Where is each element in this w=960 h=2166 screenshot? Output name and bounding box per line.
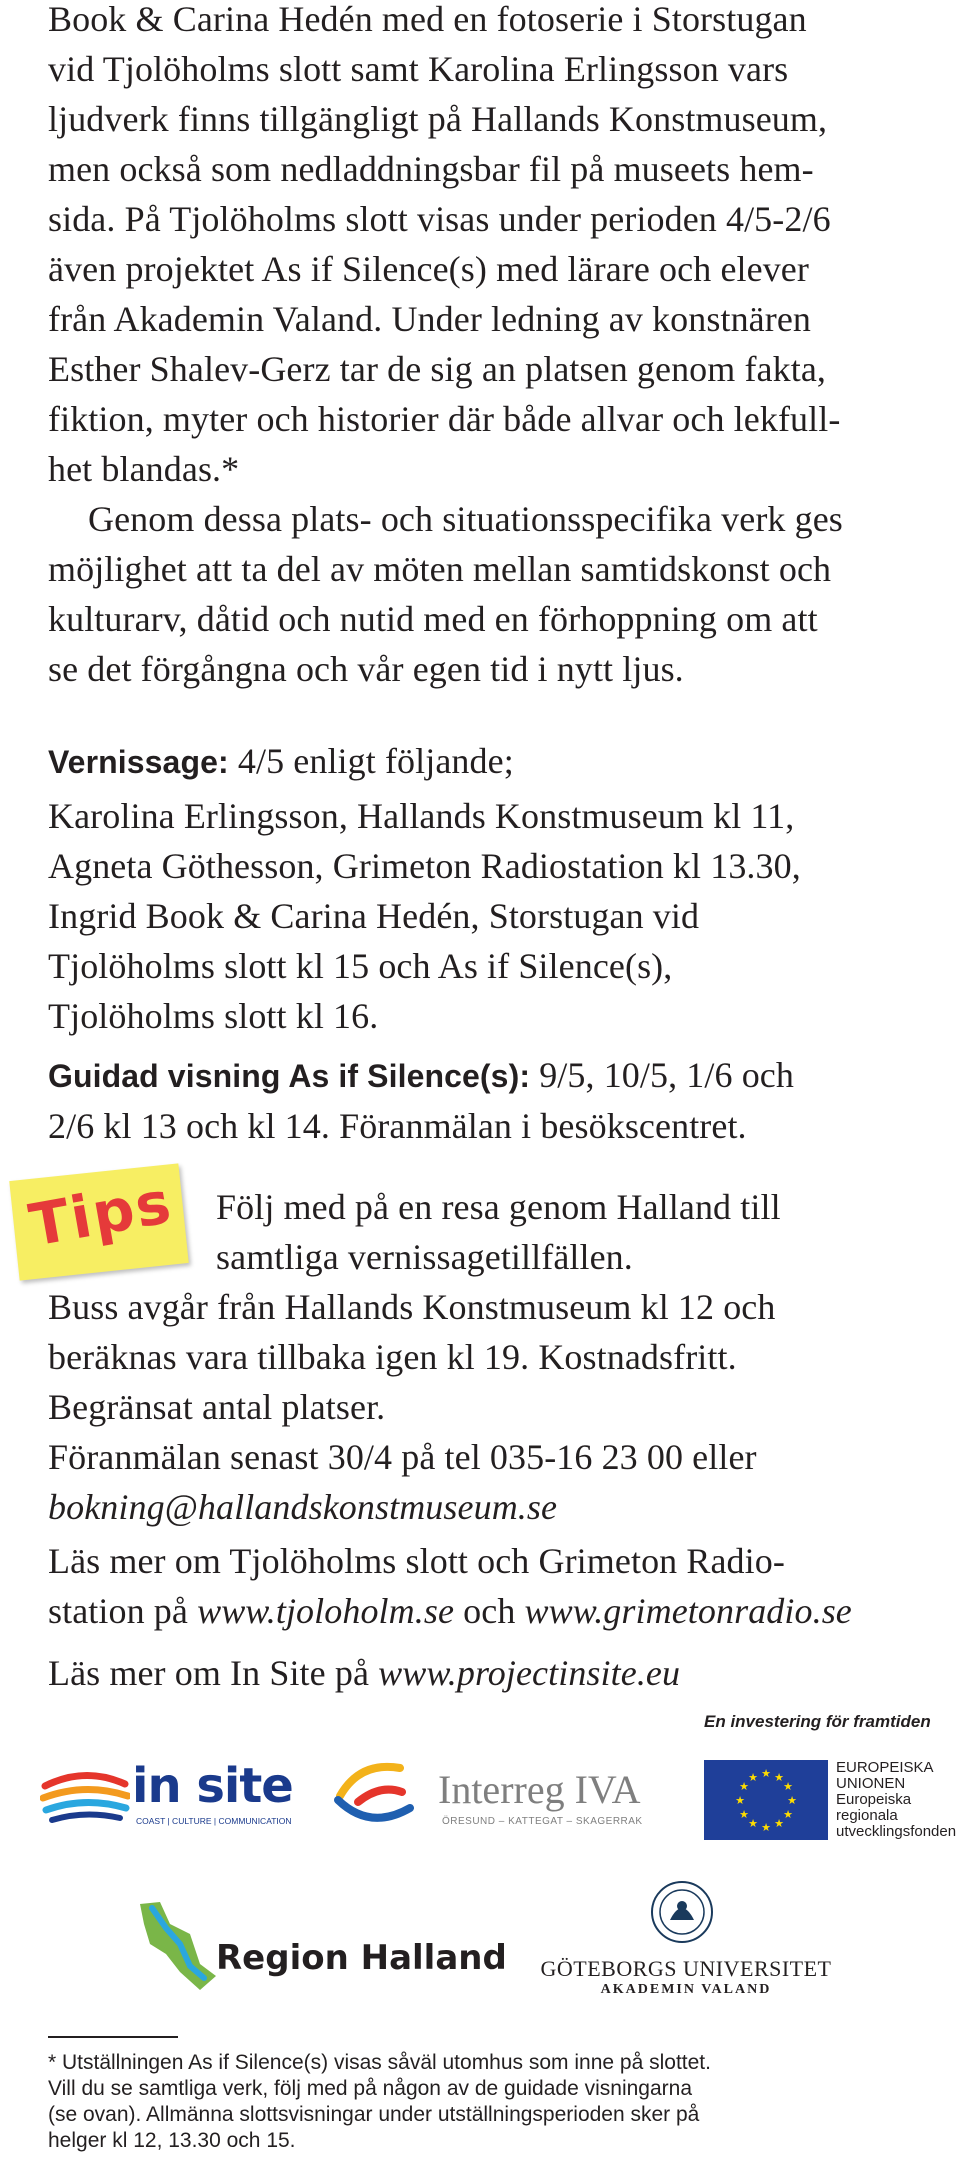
insite-tagline: COAST | CULTURE | COMMUNICATION xyxy=(136,1816,292,1826)
guided-tour-section xyxy=(48,1050,928,1151)
vernissage-label: Vernissage: xyxy=(48,744,229,780)
para2-line: kulturarv, dåtid och nutid med en förhoppning om att xyxy=(48,599,818,639)
footnote-line: * Utställningen As if Silence(s) visas såväl utomhus som inne på slottet. xyxy=(48,2051,711,2074)
eu-line: Europeiska xyxy=(836,1791,912,1808)
svg-text:★: ★ xyxy=(787,1794,797,1807)
intro-line: het blandas.* xyxy=(48,449,240,489)
bus-info xyxy=(48,1282,928,1532)
tips-sticky-note xyxy=(9,1163,189,1280)
para2-line: Genom dessa plats- och situationsspecifika verk ges xyxy=(88,499,843,539)
intro-line: fiktion, myter och historier där både allvar och lekfull- xyxy=(48,399,841,439)
eu-line: EUROPEISKA xyxy=(836,1759,934,1776)
gu-subtitle: AKADEMIN VALAND xyxy=(600,1982,772,1997)
vernissage-line: Ingrid Book & Carina Hedén, Storstugan vid xyxy=(48,896,700,936)
footnote xyxy=(48,2050,928,2154)
grimeton-link[interactable]: www.grimetonradio.se xyxy=(524,1591,852,1631)
vernissage-line: Karolina Erlingsson, Hallands Konstmuseum kl 11, xyxy=(48,796,795,836)
svg-text:★: ★ xyxy=(735,1794,745,1807)
guided-dates: 9/5, 10/5, 1/6 och xyxy=(530,1055,794,1095)
eu-line: utvecklingsfonden xyxy=(836,1823,957,1840)
vernissage-heading-line xyxy=(48,736,928,787)
guided-line xyxy=(48,1050,928,1101)
eu-fund-logo xyxy=(704,1759,957,1846)
region-halland-logo xyxy=(130,1894,510,1994)
tips-line: Följ med på en resa genom Halland till xyxy=(216,1187,781,1227)
interreg-swirl-icon xyxy=(330,1756,430,1836)
footnote-line: helger kl 12, 13.30 och 15. xyxy=(48,2129,296,2152)
svg-text:★: ★ xyxy=(774,1817,784,1830)
booking-email[interactable]: bokning@hallandskonstmuseum.se xyxy=(48,1487,558,1527)
tjoloholm-link[interactable]: www.tjoloholm.se xyxy=(197,1591,455,1631)
gu-seal-icon xyxy=(650,1880,714,1944)
intro-line: även projektet As if Silence(s) med lärare och elever xyxy=(48,249,809,289)
eu-line: regionala xyxy=(836,1807,898,1824)
tips-line: samtliga vernissagetillfällen. xyxy=(216,1237,633,1277)
interreg-tagline: ÖRESUND – KATTEGAT – SKAGERRAK xyxy=(442,1816,643,1827)
vernissage-line: Agneta Göthesson, Grimeton Radiostation kl 13.30, xyxy=(48,846,801,886)
intro-line: vid Tjolöholms slott samt Karolina Erlingsson vars xyxy=(48,49,789,89)
region-halland-wordmark: Region Halland xyxy=(216,1938,507,1978)
read-more-line: Läs mer om Tjolöholms slott och Grimeton Radio- xyxy=(48,1541,785,1581)
bus-line: beräknas vara tillbaka igen kl 19. Kostnadsfritt. xyxy=(48,1337,737,1377)
svg-text:★: ★ xyxy=(748,1771,758,1784)
read-more-line xyxy=(48,1586,928,1636)
eu-line: UNIONEN xyxy=(836,1775,906,1792)
footnote-rule xyxy=(48,2036,178,2038)
insite-swoosh-icon xyxy=(40,1756,130,1836)
tips-label: Tips xyxy=(24,1167,178,1260)
svg-text:★: ★ xyxy=(761,1821,771,1834)
insite-wordmark: in site xyxy=(132,1758,293,1814)
bus-line: Buss avgår från Hallands Konstmuseum kl 12 och xyxy=(48,1287,776,1327)
insite-link[interactable]: www.projectinsite.eu xyxy=(378,1653,681,1693)
svg-text:★: ★ xyxy=(783,1780,793,1793)
interreg-wordmark: Interreg IVA xyxy=(438,1767,641,1812)
vernissage-line: Tjolöholms slott kl 15 och As if Silence(s), xyxy=(48,946,673,986)
read-more-insite-line xyxy=(48,1648,928,1698)
para2-line: se det förgångna och vår egen tid i nytt ljus. xyxy=(48,649,684,689)
footnote-line: Vill du se samtliga verk, följ med på någon av de guidade visningarna xyxy=(48,2077,693,2100)
para2-line: möjlighet att ta del av möten mellan samtidskonst och xyxy=(48,549,832,589)
vernissage-date: 4/5 enligt följande; xyxy=(228,741,514,781)
eu-flag-icon xyxy=(704,1760,828,1840)
vernissage-line: Tjolöholms slott kl 16. xyxy=(48,996,379,1036)
intro-line: sida. På Tjolöholms slott visas under perioden 4/5-2/6 xyxy=(48,199,831,239)
intro-line: men också som nedladdningsbar fil på museets hem- xyxy=(48,149,814,189)
read-more-prefix: station på xyxy=(48,1591,198,1631)
footnote-line: (se ovan). Allmänna slottsvisningar under utställningsperioden sker på xyxy=(48,2103,700,2126)
intro-line: från Akademin Valand. Under ledning av konstnären xyxy=(48,299,812,339)
guided-line: 2/6 kl 13 och kl 14. Föranmälan i besökscentret. xyxy=(48,1106,747,1146)
intro-line: Book & Carina Hedén med en fotoserie i Storstugan xyxy=(48,0,807,39)
vernissage-section xyxy=(48,736,928,1041)
eu-text xyxy=(836,1760,956,1840)
gu-logo xyxy=(536,1880,836,2000)
svg-text:★: ★ xyxy=(739,1808,749,1821)
insite-logo xyxy=(40,1752,310,1842)
bus-line: Begränsat antal platser. xyxy=(48,1387,386,1427)
gu-wordmark: GÖTEBORGS UNIVERSITET xyxy=(540,1956,832,1981)
intro-paragraph xyxy=(48,0,928,694)
guided-label: Guidad visning As if Silence(s): xyxy=(48,1058,531,1094)
svg-text:★: ★ xyxy=(739,1780,749,1793)
tips-intro xyxy=(216,1182,916,1282)
read-more-section xyxy=(48,1536,928,1698)
svg-text:★: ★ xyxy=(774,1771,784,1784)
halland-map-icon xyxy=(130,1894,230,1994)
intro-line: Esther Shalev-Gerz tar de sig an platsen genom fakta, xyxy=(48,349,827,389)
svg-text:★: ★ xyxy=(761,1767,771,1780)
read-more-and: och xyxy=(454,1591,525,1631)
bus-line: Föranmälan senast 30/4 på tel 035-16 23 00 eller xyxy=(48,1437,757,1477)
read-more-insite-prefix: Läs mer om In Site på xyxy=(48,1653,379,1693)
svg-text:★: ★ xyxy=(748,1817,758,1830)
svg-text:★: ★ xyxy=(783,1808,793,1821)
intro-line: ljudverk finns tillgängligt på Hallands Konstmuseum, xyxy=(48,99,828,139)
interreg-logo xyxy=(330,1752,670,1842)
investment-tagline: En investering för framtiden xyxy=(704,1712,931,1731)
